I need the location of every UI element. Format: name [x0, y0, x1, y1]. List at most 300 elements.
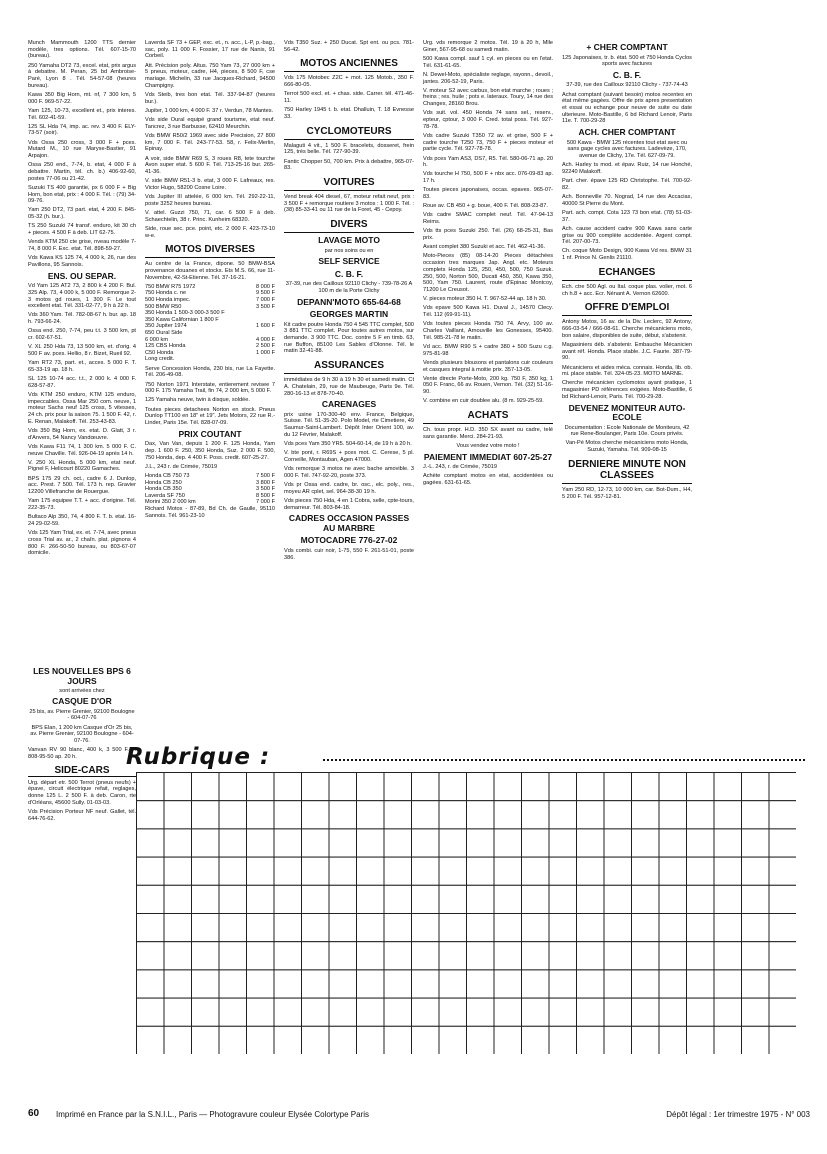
grid-cell[interactable]	[577, 1026, 605, 1054]
grid-cell[interactable]	[329, 970, 357, 998]
section-heading: + CHER COMPTANT	[586, 42, 668, 52]
grid-cell[interactable]	[329, 1026, 357, 1054]
grid-cell[interactable]	[687, 914, 715, 942]
grid-cell[interactable]	[522, 998, 550, 1026]
grid-cell[interactable]	[302, 857, 330, 885]
grid-cell[interactable]	[687, 885, 715, 913]
grid-cell[interactable]	[384, 773, 412, 801]
grid-cell[interactable]	[494, 773, 522, 801]
grid-cell[interactable]	[439, 1026, 467, 1054]
grid-cell[interactable]	[714, 942, 742, 970]
grid-cell[interactable]	[384, 801, 412, 829]
grid-cell[interactable]	[577, 829, 605, 857]
grid-cell[interactable]	[714, 914, 742, 942]
grid-cell[interactable]	[687, 1026, 715, 1054]
section-heading: PAIEMENT IMMEDIAT 607-25-27	[423, 451, 553, 462]
grid-cell[interactable]	[604, 1026, 632, 1054]
classified-ad: Magasiniers déb. s'abstenir. Embauche Mécanicien avant réf. Honda. Place stable. J.C. Faurie. 387-79-90.	[562, 341, 692, 362]
grid-cell[interactable]	[357, 998, 385, 1026]
grid-cell[interactable]	[412, 885, 440, 913]
grid-cell[interactable]	[687, 773, 715, 801]
grid-cell[interactable]	[219, 885, 247, 913]
grid-cell[interactable]	[137, 914, 165, 942]
classified-ad: J.-L. 243, r. de Crimée, 75019	[423, 464, 498, 471]
grid-cell[interactable]	[742, 942, 770, 970]
grid-cell[interactable]	[219, 1026, 247, 1054]
grid-cell[interactable]	[164, 1026, 192, 1054]
grid-cell[interactable]	[302, 885, 330, 913]
grid-cell[interactable]	[494, 998, 522, 1026]
classified-ad: Serve Concession Honda, 230 bis, rue La Fayette. Tél. 206-49-08.	[145, 365, 275, 379]
grid-cell[interactable]	[467, 801, 495, 829]
grid-cell[interactable]	[302, 801, 330, 829]
grid-cell[interactable]	[274, 773, 302, 801]
classified-ad: Terrot 500 excl. et. + chas. side. Carrer. tél. 471-46-11.	[284, 91, 414, 105]
grid-cell[interactable]	[274, 998, 302, 1026]
grid-cell[interactable]	[384, 857, 412, 885]
ad-form-grid-cells[interactable]	[136, 772, 796, 1054]
price-value: 7 500 F	[256, 473, 275, 480]
grid-cell[interactable]	[247, 885, 275, 913]
grid-cell[interactable]	[714, 1026, 742, 1054]
classified-ad: Vente directe Porte-Moto, 200 kg. 750 F, 350 kg, 1 050 F. Franc, 66 av. Rouen, Vernon. Tél. (32) 51-16-90.	[423, 375, 553, 396]
grid-cell[interactable]	[412, 801, 440, 829]
grid-cell[interactable]	[137, 885, 165, 913]
grid-cell[interactable]	[412, 829, 440, 857]
grid-cell[interactable]	[384, 885, 412, 913]
grid-cell[interactable]	[769, 1026, 796, 1054]
grid-cell[interactable]	[164, 998, 192, 1026]
grid-cell[interactable]	[632, 970, 660, 998]
grid-cell[interactable]	[714, 801, 742, 829]
price-row	[145, 473, 275, 480]
grid-cell[interactable]	[659, 829, 687, 857]
grid-cell[interactable]	[219, 773, 247, 801]
grid-cell[interactable]	[357, 914, 385, 942]
grid-cell[interactable]	[604, 885, 632, 913]
grid-cell[interactable]	[632, 914, 660, 942]
grid-cell[interactable]	[632, 801, 660, 829]
grid-cell[interactable]	[742, 1026, 770, 1054]
grid-cell[interactable]	[412, 914, 440, 942]
grid-cell[interactable]	[494, 857, 522, 885]
grid-cell[interactable]	[522, 914, 550, 942]
grid-cell[interactable]	[384, 998, 412, 1026]
grid-cell[interactable]	[137, 773, 165, 801]
classified-ad: Vds cadre SMAC complet neuf. Tél. 47-94-13 Reims.	[423, 212, 553, 226]
grid-cell[interactable]	[412, 942, 440, 970]
grid-cell[interactable]	[659, 801, 687, 829]
grid-cell[interactable]	[467, 857, 495, 885]
grid-cell[interactable]	[714, 998, 742, 1026]
grid-cell[interactable]	[769, 801, 796, 829]
classified-ad: Ech. ctre 500 Agl. ou Ital. coque plas. volier, mot. 6 ch h.8 + acc. Ecr. Nénant A. Vernon 62600.	[562, 283, 692, 297]
price-item: 750 Honda c. ne	[145, 290, 187, 297]
grid-cell[interactable]	[632, 998, 660, 1026]
price-row	[145, 330, 275, 337]
grid-cell[interactable]	[274, 942, 302, 970]
grid-cell[interactable]	[439, 829, 467, 857]
grid-cell[interactable]	[549, 914, 577, 942]
grid-cell[interactable]	[357, 942, 385, 970]
grid-cell[interactable]	[549, 942, 577, 970]
grid-cell[interactable]	[659, 1026, 687, 1054]
classified-ad: Kit cadre poutre Honda 750 4 545 TTC complet, 500 3 881 TTC complet. Pour toutes autres motos, sur demande. 3 900 TTC. Doc. contre 5 F en timb. 63, rue Buffon, 85100 Les Sables d'Olonne. Tél. le matin 32-41-88.	[284, 321, 414, 355]
grid-cell[interactable]	[164, 914, 192, 942]
grid-cell[interactable]	[357, 885, 385, 913]
grid-cell[interactable]	[522, 829, 550, 857]
grid-cell[interactable]	[769, 942, 796, 970]
grid-cell[interactable]	[439, 773, 467, 801]
grid-cell[interactable]	[577, 942, 605, 970]
grid-cell[interactable]	[522, 857, 550, 885]
classified-ad: Part. ach. compt. Cota 123 73 bon etat. (78) 51-03-37.	[562, 209, 692, 223]
classified-ad: Van-Pé Motos cherche mécaniciens moto Honda, Suzuki, Yamaha. Tél. 909-08-15	[565, 440, 689, 454]
grid-cell[interactable]	[604, 857, 632, 885]
grid-cell[interactable]	[302, 829, 330, 857]
grid-cell[interactable]	[302, 998, 330, 1026]
price-value	[250, 317, 275, 324]
rubrique-header	[28, 745, 810, 769]
grid-cell[interactable]	[439, 998, 467, 1026]
grid-cell[interactable]	[274, 1026, 302, 1054]
classified-ad: Toutes pieces detachees Norton en stock. Pneus Dunlop TT100 en 18" et 19". Jets Motors, 22 rue R.-Linder, Paris 15e. Tél. 828-07-09.	[145, 406, 275, 427]
grid-cell[interactable]	[659, 857, 687, 885]
grid-cell[interactable]	[714, 773, 742, 801]
grid-cell[interactable]	[137, 801, 165, 829]
grid-cell[interactable]	[219, 914, 247, 942]
classified-ad: immédiates de 9 h 30 à 19 h 30 et samedi matin. Ct A. Chatelain, 29, rue de Maubeuge, Paris 9e. Tél. 280-16-13 et 878-70-40.	[284, 377, 414, 397]
grid-cell[interactable]	[549, 829, 577, 857]
classified-ad: Vds pces Yam AS3, DS7, R5. Tél. 580-06-71 ap. 20 h.	[423, 155, 553, 169]
grid-cell[interactable]	[659, 970, 687, 998]
grid-cell[interactable]	[247, 773, 275, 801]
grid-cell[interactable]	[494, 801, 522, 829]
grid-cell[interactable]	[274, 914, 302, 942]
grid-cell[interactable]	[742, 857, 770, 885]
grid-cell[interactable]	[439, 970, 467, 998]
grid-cell[interactable]	[549, 1026, 577, 1054]
grid-cell[interactable]	[687, 801, 715, 829]
grid-cell[interactable]	[192, 942, 220, 970]
grid-cell[interactable]	[467, 885, 495, 913]
grid-cell[interactable]	[302, 1026, 330, 1054]
classified-ad: Ossa end. 250, 7-74, peu t.t. 3 500 km, pt cr. 602-67-51.	[28, 328, 136, 342]
grid-cell[interactable]	[412, 998, 440, 1026]
grid-cell[interactable]	[247, 801, 275, 829]
grid-cell[interactable]	[769, 970, 796, 998]
rubrique-dotted-line	[323, 759, 805, 761]
grid-cell[interactable]	[659, 885, 687, 913]
grid-cell[interactable]	[494, 942, 522, 970]
grid-cell[interactable]	[632, 1026, 660, 1054]
grid-cell[interactable]	[769, 829, 796, 857]
price-item: Honda CB 350	[145, 486, 182, 493]
grid-cell[interactable]	[329, 773, 357, 801]
grid-cell[interactable]	[604, 970, 632, 998]
classified-ad: Antony Motos, 16 av. de la Div. Leclerc, 92 Antony, 666-03-54 / 666-08-61. Cherche mécaniciens moto, bon salaire, disponibles de suite, début, s'abstenir.	[562, 319, 692, 339]
price-item: Laverda SF 750	[145, 492, 185, 499]
grid-cell[interactable]	[632, 885, 660, 913]
grid-cell[interactable]	[577, 857, 605, 885]
grid-cell[interactable]	[247, 1026, 275, 1054]
grid-cell[interactable]	[604, 773, 632, 801]
grid-cell[interactable]	[219, 801, 247, 829]
classified-ad: Yam 250 RD, 12-73, 10 000 km, car. Bot-Dum., H4, 5 200 F. Tél. 957-12-81.	[562, 486, 692, 500]
grid-cell[interactable]	[467, 970, 495, 998]
grid-cell[interactable]	[439, 914, 467, 942]
grid-cell[interactable]	[357, 829, 385, 857]
classified-ad: Laverda SF 73 + GEP, exc. et., n. acc., L-P, p.-bag., sac, poly. 11 000 F. Fossier, 17 rue de Nanis, 91 Corbeil.	[145, 40, 275, 60]
grid-cell[interactable]	[742, 914, 770, 942]
grid-cell[interactable]	[412, 970, 440, 998]
price-row	[145, 337, 275, 344]
grid-cell[interactable]	[687, 857, 715, 885]
grid-cell[interactable]	[164, 857, 192, 885]
grid-cell[interactable]	[439, 885, 467, 913]
grid-cell[interactable]	[549, 773, 577, 801]
grid-cell[interactable]	[742, 773, 770, 801]
grid-cell[interactable]	[769, 998, 796, 1026]
grid-cell[interactable]	[274, 829, 302, 857]
grid-cell[interactable]	[247, 914, 275, 942]
classified-ad: Vd acc. BMW R90 S + cadre 380 + 500 Suzu c.g. 975-81-98	[423, 343, 553, 357]
grid-cell[interactable]	[742, 801, 770, 829]
grid-cell[interactable]	[632, 829, 660, 857]
grid-cell[interactable]	[549, 857, 577, 885]
grid-cell[interactable]	[467, 914, 495, 942]
grid-cell[interactable]	[192, 829, 220, 857]
grid-cell[interactable]	[687, 970, 715, 998]
grid-cell[interactable]	[302, 914, 330, 942]
grid-cell[interactable]	[714, 829, 742, 857]
classified-ad: Vends plusieurs blousons et pantalons cuir couleurs et casques integral à moitie prix. 357-13-05.	[423, 359, 553, 373]
grid-cell[interactable]	[467, 998, 495, 1026]
classified-ad: Vds Précision Porteur NF neuf. Gallet, tél. 644-76-62.	[28, 808, 136, 822]
classified-ad: Vends KTM 250 cte grise, nveau modèle 7-74, 8 000 F. Exc. etat. Tél. 898-59-27.	[28, 239, 136, 252]
grid-cell[interactable]	[329, 857, 357, 885]
grid-cell[interactable]	[439, 801, 467, 829]
grid-cell[interactable]	[577, 998, 605, 1026]
grid-cell[interactable]	[714, 857, 742, 885]
classified-ad: V. bte pont, r. R69S + pces mot. C. Cerese, 5 pl. Corneille, Montauban, Agen 47000.	[284, 450, 414, 463]
grid-cell[interactable]	[632, 942, 660, 970]
grid-cell[interactable]	[577, 914, 605, 942]
price-item: Honda CB 750 73	[145, 473, 190, 480]
grid-cell[interactable]	[329, 998, 357, 1026]
grid-cell[interactable]	[742, 885, 770, 913]
price-item: 6 000 km	[145, 336, 169, 343]
grid-cell[interactable]	[577, 773, 605, 801]
grid-cell[interactable]	[494, 914, 522, 942]
grid-cell[interactable]	[192, 857, 220, 885]
grid-cell[interactable]	[769, 914, 796, 942]
classified-ad: Urg. vds remorque 2 motos. Tél. 19 à 20 h, Mlle Giner, 567-95-68 ou samedi matin.	[423, 40, 553, 53]
grid-cell[interactable]	[164, 942, 192, 970]
grid-cell[interactable]	[412, 773, 440, 801]
grid-cell[interactable]	[632, 857, 660, 885]
grid-cell[interactable]	[219, 942, 247, 970]
grid-cell[interactable]	[357, 970, 385, 998]
grid-cell[interactable]	[219, 857, 247, 885]
price-row	[145, 304, 275, 311]
grid-cell[interactable]	[604, 942, 632, 970]
grid-cell[interactable]	[247, 829, 275, 857]
grid-cell[interactable]	[577, 801, 605, 829]
grid-cell[interactable]	[769, 885, 796, 913]
grid-cell[interactable]	[604, 998, 632, 1026]
grid-cell[interactable]	[329, 801, 357, 829]
grid-cell[interactable]	[467, 829, 495, 857]
price-value	[250, 330, 275, 337]
section-heading: CARENAGES	[321, 399, 377, 410]
grid-cell[interactable]	[412, 857, 440, 885]
grid-cell[interactable]	[357, 1026, 385, 1054]
grid-cell[interactable]	[659, 914, 687, 942]
grid-cell[interactable]	[494, 829, 522, 857]
classified-ad: Long credit.	[145, 356, 175, 363]
grid-cell[interactable]	[302, 970, 330, 998]
grid-cell[interactable]	[769, 773, 796, 801]
grid-cell[interactable]	[494, 1026, 522, 1054]
grid-cell[interactable]	[577, 885, 605, 913]
grid-cell[interactable]	[494, 885, 522, 913]
grid-cell[interactable]	[247, 857, 275, 885]
grid-cell[interactable]	[357, 773, 385, 801]
grid-cell[interactable]	[192, 885, 220, 913]
grid-cell[interactable]	[522, 942, 550, 970]
grid-cell[interactable]	[467, 942, 495, 970]
grid-cell[interactable]	[137, 857, 165, 885]
grid-cell[interactable]	[137, 942, 165, 970]
grid-cell[interactable]	[714, 885, 742, 913]
grid-cell[interactable]	[274, 801, 302, 829]
grid-cell[interactable]	[384, 970, 412, 998]
grid-cell[interactable]	[549, 885, 577, 913]
price-item: 650 Oural Side	[145, 330, 183, 337]
classified-ad: Richard Motos - 87-89, Bd Ch. de Gaulle, 95110 Sannois. Tél. 961-23-10	[145, 506, 275, 519]
grid-cell[interactable]	[604, 801, 632, 829]
grid-cell[interactable]	[439, 857, 467, 885]
classified-ad: Vd Yam 125 AT2 73, 2 800 k 4 200 F. Bul. 325 Alp. 73, 4 000 k, 5 000 F. Remorque 2-3 motos gd roues, 1 300 F. Le tout excellent etat. Tél. 331-02-77, 9 h à 22 h.	[28, 283, 136, 310]
grid-cell[interactable]	[467, 773, 495, 801]
grid-cell[interactable]	[219, 998, 247, 1026]
grid-cell[interactable]	[219, 829, 247, 857]
grid-cell[interactable]	[742, 829, 770, 857]
grid-cell[interactable]	[357, 857, 385, 885]
grid-cell[interactable]	[577, 970, 605, 998]
grid-cell[interactable]	[714, 970, 742, 998]
grid-cell[interactable]	[604, 829, 632, 857]
section-heading: MOTOCADRE 776-27-02	[300, 535, 398, 546]
grid-cell[interactable]	[522, 773, 550, 801]
grid-cell[interactable]	[659, 942, 687, 970]
grid-cell[interactable]	[247, 942, 275, 970]
grid-cell[interactable]	[329, 914, 357, 942]
grid-cell[interactable]	[164, 885, 192, 913]
grid-cell[interactable]	[164, 970, 192, 998]
section-heading: SIDE-CARS	[28, 765, 136, 777]
grid-cell[interactable]	[659, 998, 687, 1026]
grid-cell[interactable]	[164, 801, 192, 829]
grid-cell[interactable]	[192, 914, 220, 942]
grid-cell[interactable]	[137, 998, 165, 1026]
grid-cell[interactable]	[467, 1026, 495, 1054]
grid-cell[interactable]	[192, 970, 220, 998]
grid-cell[interactable]	[412, 1026, 440, 1054]
grid-cell[interactable]	[137, 970, 165, 998]
grid-cell[interactable]	[742, 970, 770, 998]
grid-cell[interactable]	[302, 942, 330, 970]
grid-cell[interactable]	[522, 1026, 550, 1054]
grid-cell[interactable]	[522, 970, 550, 998]
grid-cell[interactable]	[687, 998, 715, 1026]
grid-cell[interactable]	[604, 914, 632, 942]
grid-cell[interactable]	[192, 801, 220, 829]
grid-cell[interactable]	[137, 829, 165, 857]
grid-cell[interactable]	[192, 998, 220, 1026]
classified-ad: Mécaniciens et aides méca. connais. Honda, lib. ob. mi. place stable. Tél. 324-05-23. MOTO MARNE.	[562, 364, 692, 378]
price-item: Honda CB 250	[145, 479, 182, 486]
ad-form-grid[interactable]	[136, 772, 796, 1054]
grid-cell[interactable]	[522, 801, 550, 829]
grid-cell[interactable]	[302, 773, 330, 801]
grid-cell[interactable]	[274, 857, 302, 885]
classified-ad: Avant complet 380 Suzuki et acc. Tél. 462-41-36.	[423, 244, 545, 251]
grid-cell[interactable]	[549, 801, 577, 829]
grid-cell[interactable]	[632, 773, 660, 801]
grid-cell[interactable]	[274, 970, 302, 998]
grid-cell[interactable]	[384, 914, 412, 942]
price-value	[250, 310, 275, 317]
grid-cell[interactable]	[494, 970, 522, 998]
section-heading: LAVAGE MOTO	[318, 235, 380, 246]
column-1	[28, 40, 136, 740]
grid-cell[interactable]	[137, 1026, 165, 1054]
grid-cell[interactable]	[742, 998, 770, 1026]
grid-cell[interactable]	[192, 773, 220, 801]
grid-cell[interactable]	[522, 885, 550, 913]
grid-cell[interactable]	[329, 829, 357, 857]
grid-cell[interactable]	[659, 773, 687, 801]
grid-cell[interactable]	[329, 942, 357, 970]
grid-cell[interactable]	[164, 829, 192, 857]
grid-cell[interactable]	[329, 885, 357, 913]
classified-ad: Malaguti 4 vit., 1 500 F. bracelets, dosseret, frein 125, très belle. Tél. 727-90-39.	[284, 142, 414, 156]
grid-cell[interactable]	[247, 998, 275, 1026]
grid-cell[interactable]	[687, 829, 715, 857]
grid-cell[interactable]	[219, 970, 247, 998]
grid-cell[interactable]	[247, 970, 275, 998]
grid-cell[interactable]	[164, 773, 192, 801]
grid-cell[interactable]	[384, 942, 412, 970]
classified-ad: Urg. départ etr. 500 Terrot (pneus neufs) + épave, circuit électrique refait, reglages, donne 125 L. 2 500 F. à deb. Caron, rte d'Orléans, 45600 Sully. 01-03-03.	[28, 779, 136, 806]
grid-cell[interactable]	[192, 1026, 220, 1054]
price-value: 7 000 F	[256, 297, 275, 304]
price-row	[145, 480, 275, 487]
grid-cell[interactable]	[439, 942, 467, 970]
grid-cell[interactable]	[549, 998, 577, 1026]
grid-cell[interactable]	[384, 829, 412, 857]
grid-cell[interactable]	[549, 970, 577, 998]
grid-cell[interactable]	[769, 857, 796, 885]
classified-ad: Roue av. CB 450 + g. boue, 400 F. Tél. 808-23-87.	[423, 203, 548, 210]
price-row	[145, 310, 275, 317]
grid-cell[interactable]	[384, 1026, 412, 1054]
grid-cell[interactable]	[274, 885, 302, 913]
grid-cell[interactable]	[687, 942, 715, 970]
grid-cell[interactable]	[357, 801, 385, 829]
